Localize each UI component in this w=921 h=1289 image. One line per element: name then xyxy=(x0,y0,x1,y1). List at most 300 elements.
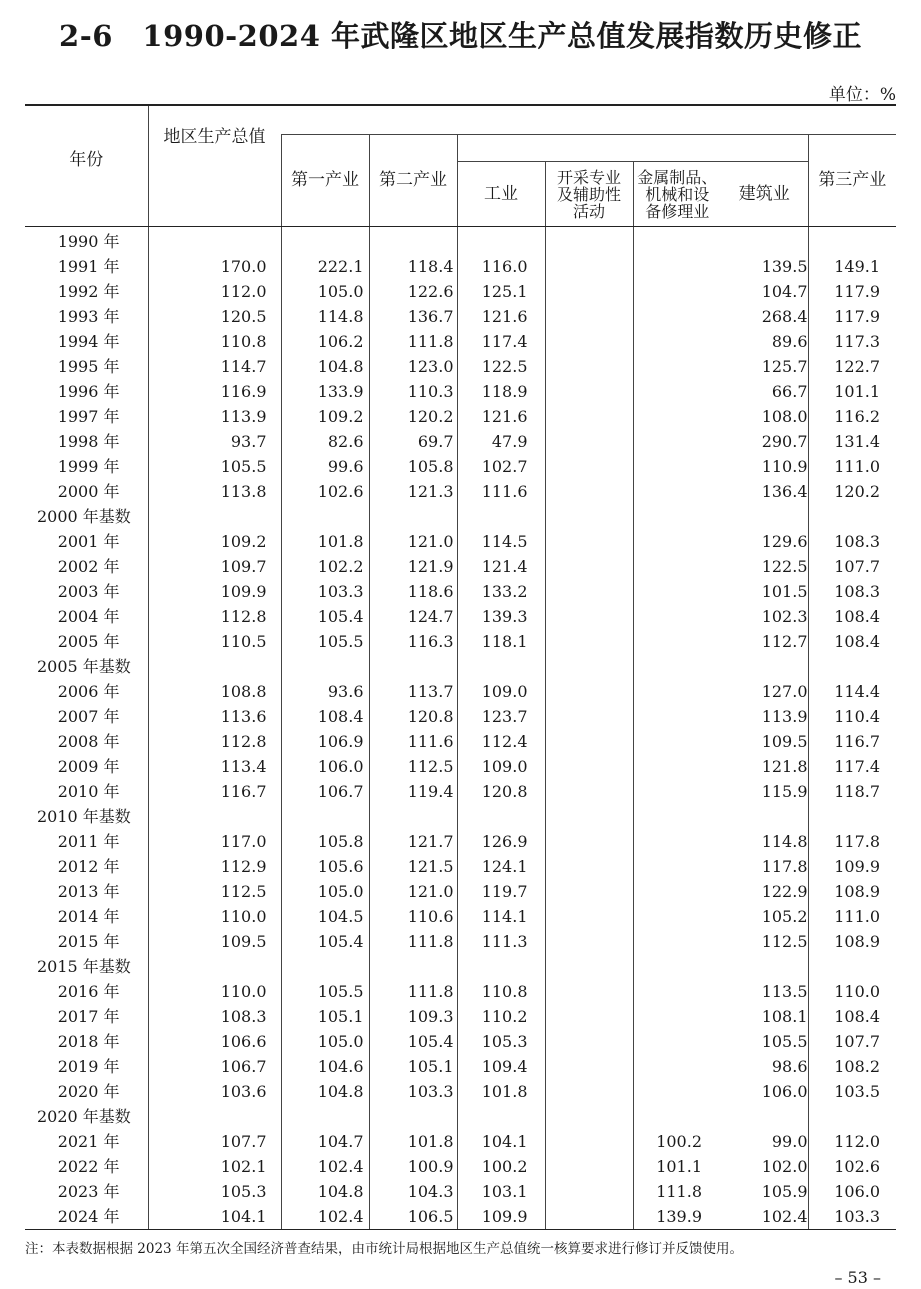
value-cell xyxy=(148,1104,281,1129)
value-cell xyxy=(369,1104,457,1129)
value-cell xyxy=(545,479,633,504)
value-cell xyxy=(545,704,633,729)
value-cell: 117.4 xyxy=(457,329,545,354)
value-cell xyxy=(721,954,808,979)
year-cell: 2017 年 xyxy=(57,1007,120,1026)
value-cell: 103.1 xyxy=(457,1179,545,1204)
value-cell: 105.8 xyxy=(369,454,457,479)
value-cell xyxy=(545,679,633,704)
value-cell: 102.7 xyxy=(457,454,545,479)
value-cell: 268.4 xyxy=(761,307,808,326)
value-cell xyxy=(369,804,457,829)
value-cell xyxy=(281,804,369,829)
value-cell: 106.0 xyxy=(761,1082,808,1101)
value-cell: 113.4 xyxy=(148,754,281,779)
value-cell: 108.4 xyxy=(808,629,896,654)
value-cell xyxy=(545,829,633,854)
value-cell: 109.0 xyxy=(457,679,545,704)
header-tertiary: 第三产业 xyxy=(808,135,896,227)
data-table xyxy=(25,104,896,1230)
value-cell: 121.3 xyxy=(369,479,457,504)
value-cell: 139.5 xyxy=(761,257,808,276)
value-cell: 116.2 xyxy=(808,404,896,429)
value-cell: 119.7 xyxy=(457,879,545,904)
value-cell xyxy=(545,1204,633,1230)
value-cell: 127.0 xyxy=(761,682,808,701)
table-row xyxy=(25,354,896,379)
value-cell xyxy=(148,227,281,255)
year-cell: 2018 年 xyxy=(57,1032,120,1051)
value-cell xyxy=(633,854,721,879)
data-table-container xyxy=(25,104,896,1230)
value-cell: 111.8 xyxy=(369,929,457,954)
value-cell xyxy=(633,754,721,779)
value-cell: 133.2 xyxy=(457,579,545,604)
value-cell: 122.5 xyxy=(457,354,545,379)
value-cell xyxy=(545,279,633,304)
value-cell xyxy=(545,654,633,679)
value-cell: 112.7 xyxy=(761,632,808,651)
value-cell: 112.5 xyxy=(761,932,808,951)
value-cell: 114.4 xyxy=(808,679,896,704)
table-body xyxy=(25,227,896,1230)
value-cell: 121.5 xyxy=(369,854,457,879)
value-cell: 102.6 xyxy=(281,479,369,504)
value-cell xyxy=(545,404,633,429)
value-cell xyxy=(633,227,721,255)
value-cell: 117.9 xyxy=(808,304,896,329)
value-cell xyxy=(148,654,281,679)
value-cell: 100.2 xyxy=(633,1129,721,1154)
value-cell: 114.5 xyxy=(457,529,545,554)
value-cell xyxy=(457,1104,545,1129)
value-cell: 108.3 xyxy=(808,529,896,554)
value-cell xyxy=(545,454,633,479)
header-secondary-group xyxy=(457,135,808,162)
value-cell: 104.8 xyxy=(281,354,369,379)
value-cell: 120.2 xyxy=(808,479,896,504)
value-cell: 124.1 xyxy=(457,854,545,879)
value-cell: 222.1 xyxy=(281,254,369,279)
value-cell: 111.0 xyxy=(808,454,896,479)
value-cell xyxy=(545,304,633,329)
value-cell xyxy=(633,704,721,729)
value-cell: 108.3 xyxy=(148,1004,281,1029)
value-cell: 118.7 xyxy=(808,779,896,804)
value-cell: 99.0 xyxy=(771,1132,808,1151)
value-cell xyxy=(545,629,633,654)
value-cell: 104.8 xyxy=(281,1179,369,1204)
year-cell: 2020 年基数 xyxy=(37,1107,131,1126)
year-cell: 1994 年 xyxy=(57,332,120,351)
value-cell: 112.5 xyxy=(369,754,457,779)
value-cell xyxy=(545,1179,633,1204)
value-cell xyxy=(721,227,808,255)
value-cell: 131.4 xyxy=(808,429,896,454)
value-cell: 109.9 xyxy=(457,1204,545,1230)
value-cell: 123.7 xyxy=(457,704,545,729)
value-cell: 121.6 xyxy=(457,404,545,429)
table-row xyxy=(25,1004,896,1029)
value-cell: 120.8 xyxy=(457,779,545,804)
value-cell: 104.5 xyxy=(281,904,369,929)
header-construction: 建筑业 xyxy=(721,162,808,227)
year-cell: 2002 年 xyxy=(57,557,120,576)
value-cell xyxy=(633,329,721,354)
value-cell: 111.3 xyxy=(457,929,545,954)
value-cell: 109.7 xyxy=(148,554,281,579)
value-cell: 111.0 xyxy=(808,904,896,929)
value-cell: 108.9 xyxy=(808,929,896,954)
value-cell: 107.7 xyxy=(808,554,896,579)
value-cell xyxy=(457,654,545,679)
value-cell: 104.1 xyxy=(457,1129,545,1154)
value-cell: 114.7 xyxy=(148,354,281,379)
value-cell: 105.0 xyxy=(281,279,369,304)
year-cell: 2015 年 xyxy=(57,932,120,951)
year-cell: 2010 年基数 xyxy=(37,807,131,826)
value-cell: 108.4 xyxy=(808,604,896,629)
value-cell: 124.7 xyxy=(369,604,457,629)
value-cell: 117.0 xyxy=(148,829,281,854)
value-cell: 170.0 xyxy=(148,254,281,279)
year-cell: 2019 年 xyxy=(57,1057,120,1076)
table-row xyxy=(25,329,896,354)
value-cell xyxy=(369,504,457,529)
value-cell: 136.7 xyxy=(369,304,457,329)
value-cell: 109.9 xyxy=(808,854,896,879)
value-cell xyxy=(545,1079,633,1104)
footnote: 注：本表数据根据 2023 年第五次全国经济普查结果，由市统计局根据地区生产总值统一核算要求进行修订并反馈使用。 xyxy=(25,1241,743,1257)
value-cell xyxy=(633,604,721,629)
value-cell: 108.9 xyxy=(808,879,896,904)
value-cell: 105.9 xyxy=(761,1182,808,1201)
header-mining-line1: 开采专业 xyxy=(556,167,621,187)
value-cell xyxy=(808,954,896,979)
value-cell xyxy=(545,1154,633,1179)
value-cell xyxy=(369,654,457,679)
value-cell: 107.7 xyxy=(808,1029,896,1054)
value-cell xyxy=(633,504,721,529)
year-cell: 2020 年 xyxy=(57,1082,120,1101)
table-row xyxy=(25,304,896,329)
header-industry: 工业 xyxy=(457,162,545,227)
value-cell: 106.5 xyxy=(369,1204,457,1230)
year-cell: 2011 年 xyxy=(57,832,120,851)
value-cell xyxy=(457,504,545,529)
value-cell: 108.8 xyxy=(148,679,281,704)
value-cell: 112.8 xyxy=(148,729,281,754)
value-cell: 112.0 xyxy=(148,279,281,304)
table-row xyxy=(25,754,896,779)
value-cell: 110.2 xyxy=(457,1004,545,1029)
value-cell: 109.5 xyxy=(148,929,281,954)
table-row xyxy=(25,829,896,854)
value-cell xyxy=(545,504,633,529)
year-cell: 1990 年 xyxy=(57,232,120,251)
header-primary: 第一产业 xyxy=(281,135,369,227)
value-cell: 105.6 xyxy=(281,854,369,879)
value-cell xyxy=(545,227,633,255)
value-cell: 125.7 xyxy=(761,357,808,376)
value-cell: 116.9 xyxy=(148,379,281,404)
value-cell: 106.0 xyxy=(281,754,369,779)
value-cell: 110.5 xyxy=(148,629,281,654)
value-cell: 47.9 xyxy=(457,429,545,454)
value-cell xyxy=(545,529,633,554)
table-row xyxy=(25,779,896,804)
value-cell xyxy=(457,804,545,829)
table-row xyxy=(25,404,896,429)
value-cell: 116.7 xyxy=(808,729,896,754)
table-row xyxy=(25,854,896,879)
value-cell: 109.2 xyxy=(281,404,369,429)
table-row xyxy=(25,679,896,704)
value-cell: 112.0 xyxy=(808,1129,896,1154)
value-cell xyxy=(545,604,633,629)
value-cell: 120.5 xyxy=(148,304,281,329)
value-cell xyxy=(545,904,633,929)
value-cell xyxy=(545,1129,633,1154)
table-row xyxy=(25,1179,896,1204)
value-cell: 99.6 xyxy=(281,454,369,479)
value-cell: 101.1 xyxy=(633,1154,721,1179)
value-cell xyxy=(281,954,369,979)
value-cell: 106.2 xyxy=(281,329,369,354)
value-cell xyxy=(633,304,721,329)
value-cell: 105.5 xyxy=(761,1032,808,1051)
value-cell: 103.6 xyxy=(148,1079,281,1104)
value-cell: 113.9 xyxy=(148,404,281,429)
value-cell: 109.5 xyxy=(761,732,808,751)
value-cell: 122.6 xyxy=(369,279,457,304)
value-cell: 108.4 xyxy=(281,704,369,729)
year-cell: 2010 年 xyxy=(57,782,120,801)
value-cell xyxy=(633,1029,721,1054)
value-cell xyxy=(633,829,721,854)
table-row xyxy=(25,729,896,754)
value-cell: 114.8 xyxy=(281,304,369,329)
value-cell: 122.7 xyxy=(808,354,896,379)
table-row xyxy=(25,1204,896,1230)
table-row xyxy=(25,227,896,255)
value-cell: 108.3 xyxy=(808,579,896,604)
table-row xyxy=(25,879,896,904)
value-cell xyxy=(545,554,633,579)
value-cell: 102.4 xyxy=(721,1204,808,1230)
page-number: – 53 – xyxy=(834,1268,881,1287)
value-cell: 112.8 xyxy=(148,604,281,629)
table-row xyxy=(25,554,896,579)
value-cell: 101.1 xyxy=(808,379,896,404)
year-cell: 2000 年 xyxy=(57,482,120,501)
value-cell xyxy=(545,1104,633,1129)
value-cell: 117.9 xyxy=(808,279,896,304)
header-metal xyxy=(633,162,721,227)
value-cell: 113.9 xyxy=(761,707,808,726)
value-cell xyxy=(721,504,808,529)
value-cell: 117.8 xyxy=(761,857,808,876)
value-cell xyxy=(633,579,721,604)
year-cell: 2014 年 xyxy=(57,907,120,926)
value-cell: 112.9 xyxy=(148,854,281,879)
header-secondary: 第二产业 xyxy=(369,135,457,227)
value-cell xyxy=(457,954,545,979)
value-cell xyxy=(633,629,721,654)
header-metal-line3: 备修理业 xyxy=(645,201,710,221)
year-cell: 1991 年 xyxy=(57,257,120,276)
value-cell: 117.3 xyxy=(808,329,896,354)
value-cell: 112.4 xyxy=(457,729,545,754)
value-cell: 122.9 xyxy=(761,882,808,901)
value-cell: 109.3 xyxy=(369,1004,457,1029)
year-cell: 1999 年 xyxy=(57,457,120,476)
value-cell: 109.4 xyxy=(457,1054,545,1079)
value-cell xyxy=(633,379,721,404)
value-cell: 118.1 xyxy=(457,629,545,654)
value-cell: 103.3 xyxy=(808,1204,896,1230)
value-cell: 121.4 xyxy=(457,554,545,579)
value-cell: 106.6 xyxy=(148,1029,281,1054)
value-cell: 111.8 xyxy=(369,979,457,1004)
year-cell: 1995 年 xyxy=(57,357,120,376)
value-cell: 106.0 xyxy=(808,1179,896,1204)
value-cell xyxy=(281,227,369,255)
table-row xyxy=(25,904,896,929)
value-cell xyxy=(633,654,721,679)
value-cell: 112.5 xyxy=(148,879,281,904)
value-cell: 125.1 xyxy=(457,279,545,304)
value-cell: 121.0 xyxy=(369,529,457,554)
table-row xyxy=(25,379,896,404)
value-cell xyxy=(545,379,633,404)
value-cell: 116.3 xyxy=(369,629,457,654)
table-row xyxy=(25,529,896,554)
value-cell xyxy=(633,779,721,804)
value-cell: 105.8 xyxy=(281,829,369,854)
value-cell: 105.0 xyxy=(281,1029,369,1054)
year-cell: 1998 年 xyxy=(57,432,120,451)
value-cell: 109.9 xyxy=(148,579,281,604)
value-cell: 108.1 xyxy=(761,1007,808,1026)
value-cell xyxy=(545,854,633,879)
header-year: 年份 xyxy=(25,105,148,227)
value-cell xyxy=(808,654,896,679)
value-cell xyxy=(545,754,633,779)
value-cell: 149.1 xyxy=(808,254,896,279)
year-cell: 2015 年基数 xyxy=(37,957,131,976)
value-cell: 108.0 xyxy=(761,407,808,426)
value-cell: 114.1 xyxy=(457,904,545,929)
value-cell: 120.8 xyxy=(369,704,457,729)
value-cell xyxy=(545,879,633,904)
header-gdp: 地区生产总值 xyxy=(148,105,281,227)
value-cell xyxy=(633,454,721,479)
table-row xyxy=(25,704,896,729)
year-cell: 2021 年 xyxy=(57,1132,120,1151)
year-cell: 2022 年 xyxy=(57,1157,120,1176)
value-cell: 93.6 xyxy=(281,679,369,704)
value-cell: 102.0 xyxy=(761,1157,808,1176)
value-cell: 100.2 xyxy=(457,1154,545,1179)
unit-label: 单位：% xyxy=(828,85,896,105)
value-cell: 111.8 xyxy=(369,329,457,354)
year-cell: 2016 年 xyxy=(57,982,120,1001)
value-cell: 113.7 xyxy=(369,679,457,704)
value-cell xyxy=(633,279,721,304)
value-cell: 102.6 xyxy=(808,1154,896,1179)
value-cell: 105.1 xyxy=(369,1054,457,1079)
value-cell: 93.7 xyxy=(148,429,281,454)
value-cell: 105.2 xyxy=(761,907,808,926)
value-cell: 113.5 xyxy=(761,982,808,1001)
value-cell xyxy=(633,254,721,279)
value-cell: 126.9 xyxy=(457,829,545,854)
value-cell xyxy=(545,1054,633,1079)
value-cell: 109.0 xyxy=(457,754,545,779)
value-cell: 101.8 xyxy=(369,1129,457,1154)
value-cell xyxy=(633,404,721,429)
value-cell: 113.8 xyxy=(148,479,281,504)
value-cell xyxy=(633,354,721,379)
table-row xyxy=(25,1054,896,1079)
year-cell: 2005 年基数 xyxy=(37,657,131,676)
value-cell: 106.9 xyxy=(281,729,369,754)
value-cell: 105.4 xyxy=(369,1029,457,1054)
value-cell xyxy=(633,1104,721,1129)
header-metal-line1: 金属制品、 xyxy=(637,167,718,187)
table-row xyxy=(25,254,896,279)
value-cell xyxy=(633,954,721,979)
value-cell: 118.4 xyxy=(369,254,457,279)
value-cell xyxy=(633,729,721,754)
value-cell xyxy=(369,954,457,979)
value-cell xyxy=(281,654,369,679)
value-cell: 89.6 xyxy=(771,332,808,351)
value-cell xyxy=(633,879,721,904)
value-cell xyxy=(545,429,633,454)
value-cell: 121.9 xyxy=(369,554,457,579)
value-cell: 109.2 xyxy=(148,529,281,554)
value-cell: 101.8 xyxy=(457,1079,545,1104)
value-cell: 69.7 xyxy=(369,429,457,454)
value-cell: 110.8 xyxy=(148,329,281,354)
value-cell xyxy=(721,654,808,679)
value-cell xyxy=(148,804,281,829)
table-row-base xyxy=(25,954,896,979)
value-cell: 117.4 xyxy=(808,754,896,779)
value-cell: 104.8 xyxy=(281,1079,369,1104)
table-row xyxy=(25,1154,896,1179)
value-cell xyxy=(721,804,808,829)
header-spacer xyxy=(281,105,896,135)
year-cell: 2009 年 xyxy=(57,757,120,776)
value-cell: 121.8 xyxy=(761,757,808,776)
value-cell: 104.3 xyxy=(369,1179,457,1204)
value-cell xyxy=(633,929,721,954)
value-cell: 105.1 xyxy=(281,1004,369,1029)
value-cell: 139.3 xyxy=(457,604,545,629)
table-row xyxy=(25,429,896,454)
year-cell: 1997 年 xyxy=(57,407,120,426)
value-cell xyxy=(633,1079,721,1104)
value-cell: 102.4 xyxy=(281,1204,369,1230)
value-cell xyxy=(545,354,633,379)
year-cell: 2024 年 xyxy=(25,1204,148,1230)
year-cell: 2001 年 xyxy=(57,532,120,551)
value-cell: 104.7 xyxy=(761,282,808,301)
header-mining-line2: 及辅助性 xyxy=(556,184,621,204)
